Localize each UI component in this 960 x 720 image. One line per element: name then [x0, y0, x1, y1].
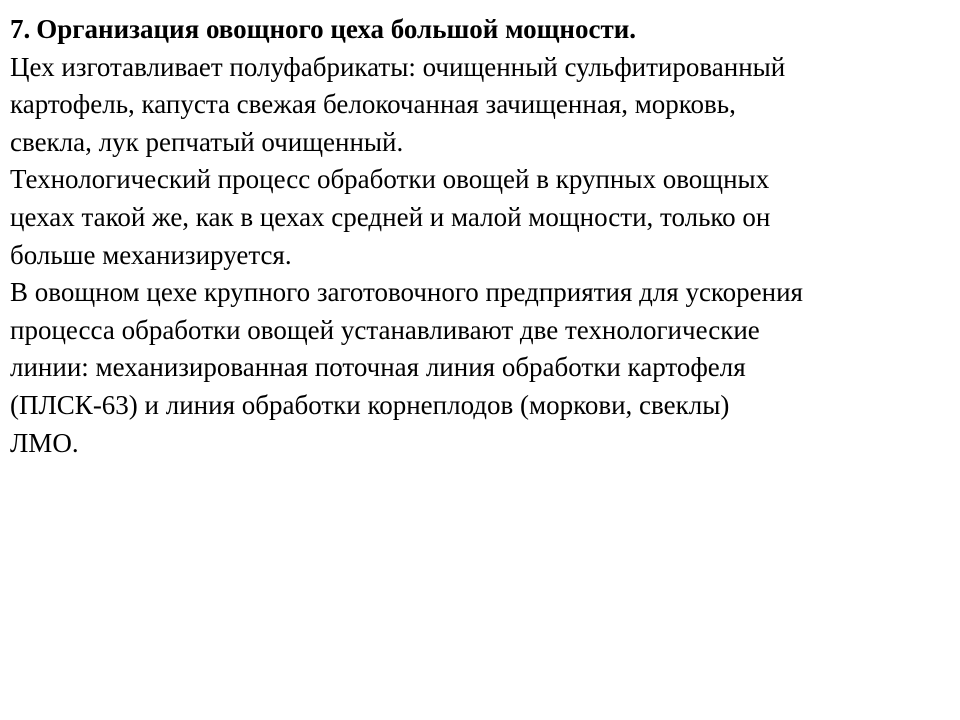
- text-line: ЛМО.: [10, 427, 79, 458]
- text-line: (ПЛСК-63) и линия обработки корнеплодов (моркови, свеклы): [10, 389, 730, 420]
- text-line: свекла, лук репчатый очищенный.: [10, 126, 404, 157]
- slide-title: [10, 11, 955, 49]
- text-line: цехах такой же, как в цехах средней и малой мощности, только он: [10, 201, 771, 232]
- title-text: Организация овощного цеха большой мощности.: [36, 14, 637, 44]
- text-line: В овощном цехе крупного заготовочного предприятия для ускорения: [10, 277, 803, 308]
- paragraph-process: [10, 161, 955, 274]
- text-line: линии: механизированная поточная линия обработки картофеля: [10, 352, 746, 383]
- text-line: больше механизируется.: [10, 239, 292, 270]
- title-number: 7.: [10, 14, 31, 44]
- text-line: Цех изготавливает полуфабрикаты: очищенный сульфитированный: [10, 51, 786, 82]
- paragraph-products: [10, 49, 955, 162]
- slide-content: [10, 11, 955, 462]
- text-line: картофель, капуста свежая белокочанная зачищенная, морковь,: [10, 89, 736, 120]
- text-line: Технологический процесс обработки овощей в крупных овощных: [10, 164, 770, 195]
- paragraph-lines: [10, 274, 955, 462]
- text-line: процесса обработки овощей устанавливают две технологические: [10, 314, 760, 345]
